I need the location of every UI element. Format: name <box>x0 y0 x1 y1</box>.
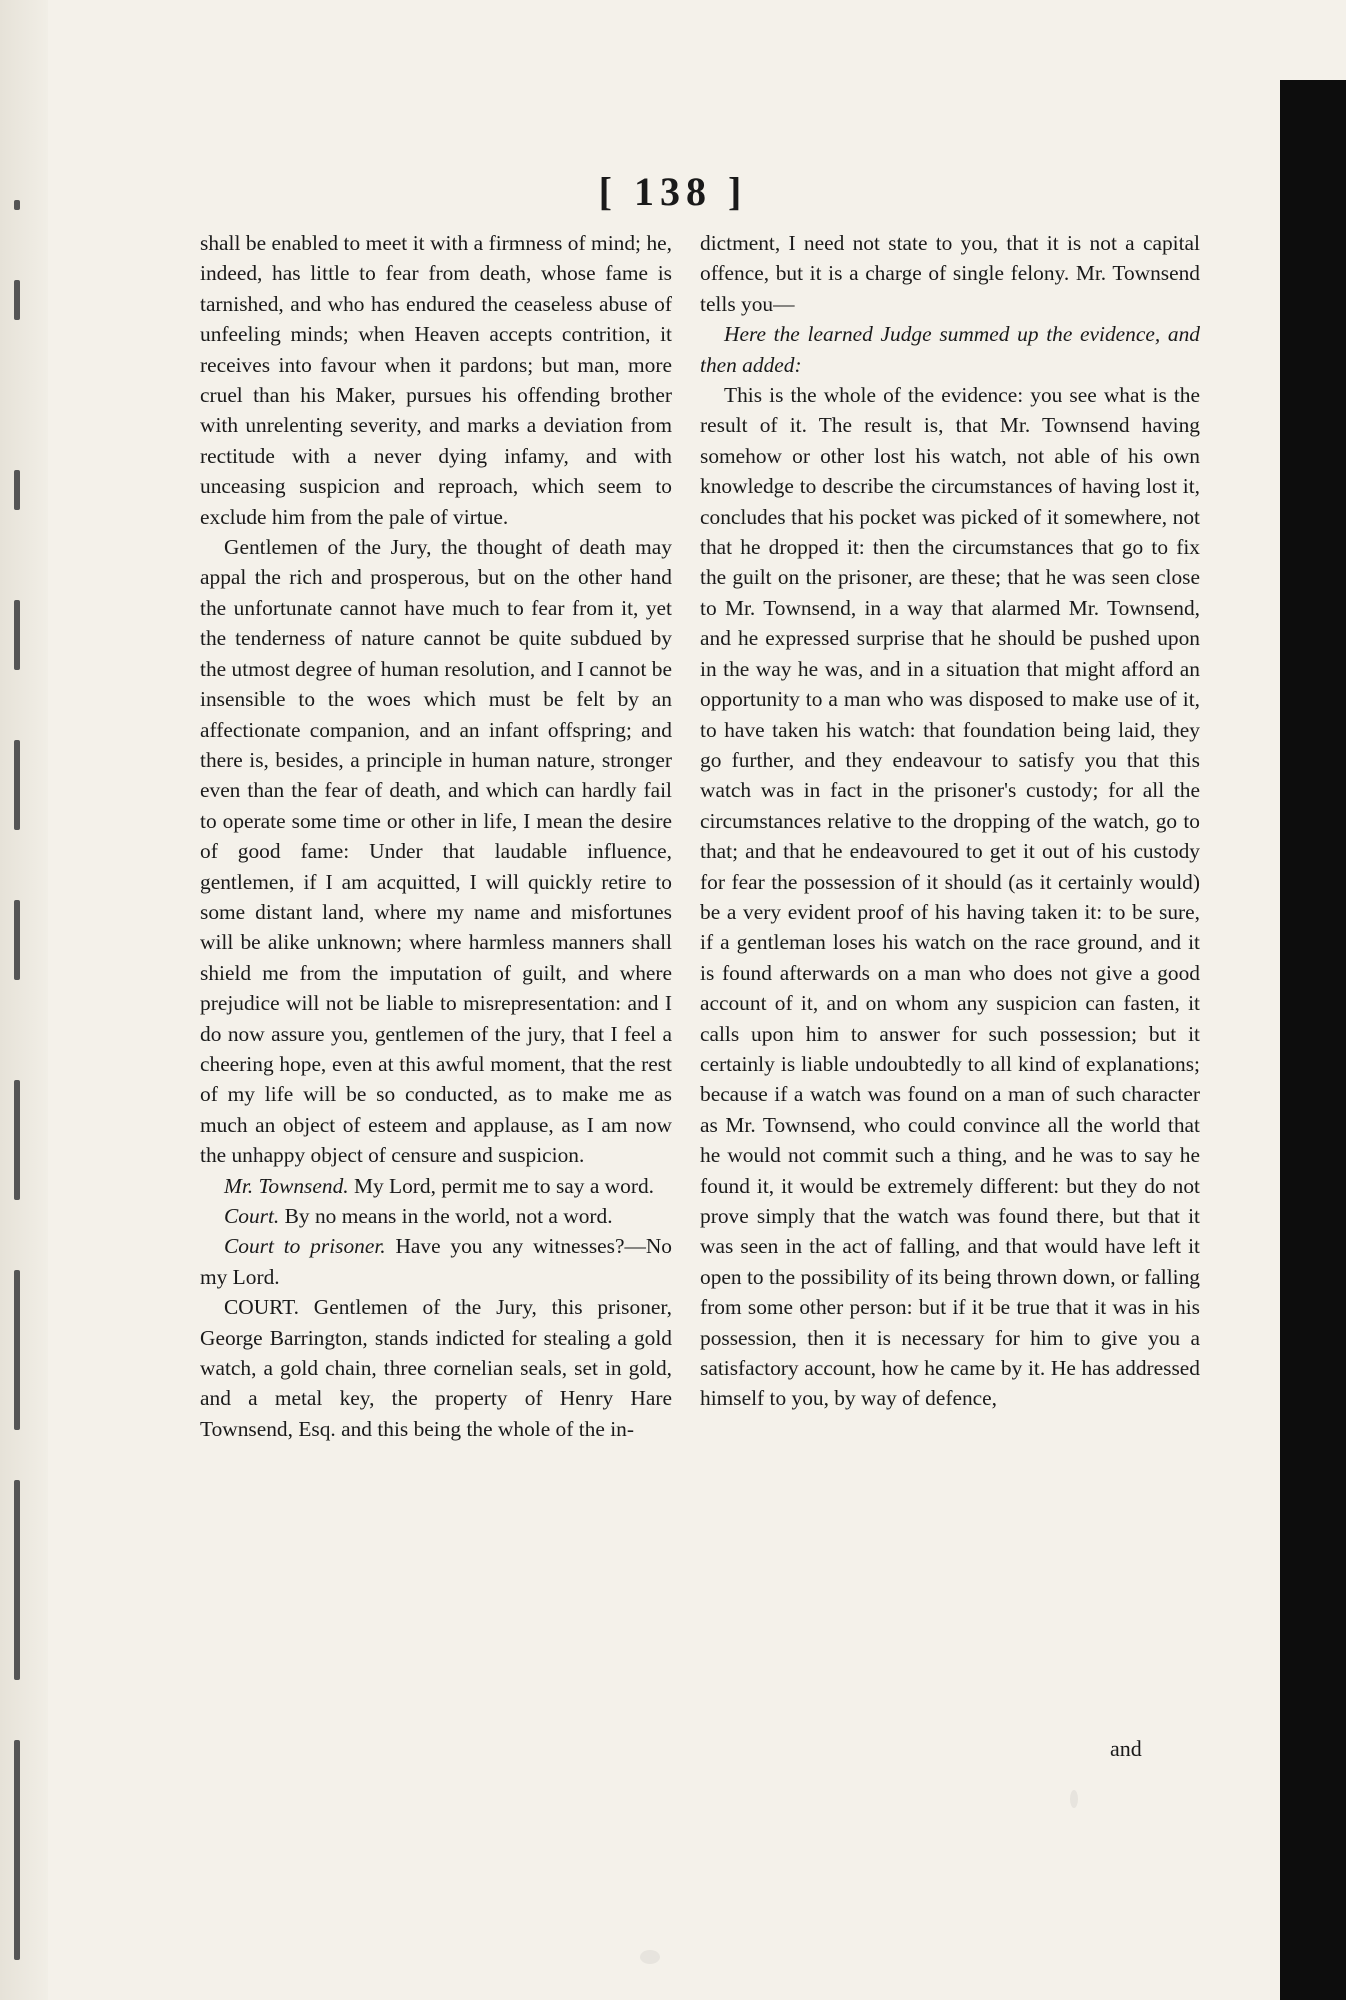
ink-speck <box>1070 1790 1078 1808</box>
gutter-mark <box>14 1270 20 1430</box>
gutter-mark <box>14 740 20 830</box>
court-summation-paragraph: COURT. Gentlemen of the Jury, this prisoner, George Barrington, stands indicted for stealing a gold watch, a gold chain, three cornelian seals, set in gold, and a metal key, the property of Henry Hare Townsend, Esq. and this being the whole of the in- <box>200 1295 672 1441</box>
scan-dark-edge <box>1280 80 1346 2000</box>
left-continuation-paragraph: shall be enabled to meet it with a firmness of mind; he, indeed, has little to fear from death, whose fame is tarnished, and who has endured the ceaseless abuse of unfeeling minds; when Heaven accepts contrition, it receives into favour when it pardons; but man, more cruel than his Maker, pursues his offending brother with unrelenting severity, and marks a deviation from rectitude with a never dying infamy, and with unceasing suspicion and reproach, which seem to exclude him from the pale of virtue. <box>200 231 672 529</box>
ink-speck <box>640 1950 660 1964</box>
dialogue-court-to-prisoner <box>200 1231 672 1292</box>
right-column <box>700 228 1200 1414</box>
scan-edge-left <box>0 0 48 2000</box>
dialogue-text: My Lord, permit me to say a word. <box>353 1173 654 1198</box>
right-continuation-paragraph: dictment, I need not state to you, that it is not a capital offence, but it is a charge of single felony. Mr. Townsend tells you— <box>700 231 1200 316</box>
catchword: and <box>1110 1736 1142 1761</box>
gutter-mark <box>14 1480 20 1680</box>
gutter-mark <box>14 470 20 510</box>
dialogue-text: Have you any witnesses?—No my Lord. <box>200 1234 672 1289</box>
gutter-mark <box>14 1080 20 1200</box>
gutter-mark <box>14 900 20 980</box>
left-column <box>200 228 672 1444</box>
gutter-mark <box>14 1740 20 1960</box>
dialogue-townsend <box>200 1171 672 1201</box>
speaker-label: Court to prisoner. <box>224 1234 386 1259</box>
page-number: [ 138 ] <box>598 169 748 214</box>
dialogue-court <box>200 1201 672 1231</box>
judge-note: Here the learned Judge summed up the evidence, and then added: <box>700 322 1200 377</box>
gutter-marks <box>6 40 38 1980</box>
evidence-paragraph: This is the whole of the evidence: you see what is the result of it. The result is, that Mr. Townsend having somehow or other lost his watch, not able of his own knowledge to describe the circumstances of having lost it, concludes that his pocket was picked of it somewhere, not that he dropped it: then the circumstances that go to fix the guilt on the prisoner, are these; that he was seen close to Mr. Townsend, in a way that alarmed Mr. Townsend, and he expressed surprise that he should be pushed upon in the way he was, and in a situation that might afford an opportunity to a man who was disposed to make use of it, to have taken his watch: that foundation being laid, they go further, and they endeavour to satisfy you that this watch was in fact in the prisoner's custody; for all the circumstances relative to the dropping of the watch, go to that; and that he endeavoured to get it out of his custody for fear the possession of it should (as it certainly would) be a very evident proof of his having taken it: to be sure, if a gentleman loses his watch on the race ground, and it is found afterwards on a man who does not give a good account of it, and on whom any suspicion can fasten, it calls upon him to answer for such possession; but it certainly is liable undoubtedly to all kind of explanations; because if a watch was found on a man of such character as Mr. Townsend, who could convince all the world that he would not commit such a thing, and he was to say he found it, it would be extremely different: but they do not prove simply that the watch was found there, but that it was seen in the act of falling, and that would have left it open to the possibility of its being thrown down, or falling from some other person: but if it be true that it was in his possession, then it is necessary for him to give you a satisfactory account, how he came by it. He has addressed himself to you, by way of defence, <box>700 383 1200 1411</box>
gutter-mark <box>14 280 20 320</box>
left-jury-paragraph: Gentlemen of the Jury, the thought of death may appal the rich and prosperous, but on the other hand the unfortunate cannot have much to fear from it, yet the tenderness of nature cannot be quite subdued by the utmost degree of human resolution, and I cannot be insensible to the woes which must be felt by an affectionate companion, and an infant offspring; and there is, besides, a principle in human nature, stronger even than the fear of death, and which can hardly fail to operate some time or other in life, I mean the desire of good fame: Under that laudable influence, gentlemen, if I am acquitted, I will quickly retire to some distant land, where my name and misfortunes will be alike unknown; where harmless manners shall shield me from the imputation of guilt, and where prejudice will not be liable to misrepresentation: and I do now assure you, gentlemen of the jury, that I feel a cheering hope, even at this awful moment, that the rest of my life will be so conducted, as to make me as much an object of esteem and applause, as I am now the unhappy object of censure and suspicion. <box>200 535 672 1168</box>
speaker-label: Mr. Townsend. <box>224 1173 349 1198</box>
dialogue-text: By no means in the world, not a word. <box>284 1204 613 1228</box>
gutter-mark <box>14 600 20 670</box>
speaker-label: Court. <box>224 1204 280 1228</box>
